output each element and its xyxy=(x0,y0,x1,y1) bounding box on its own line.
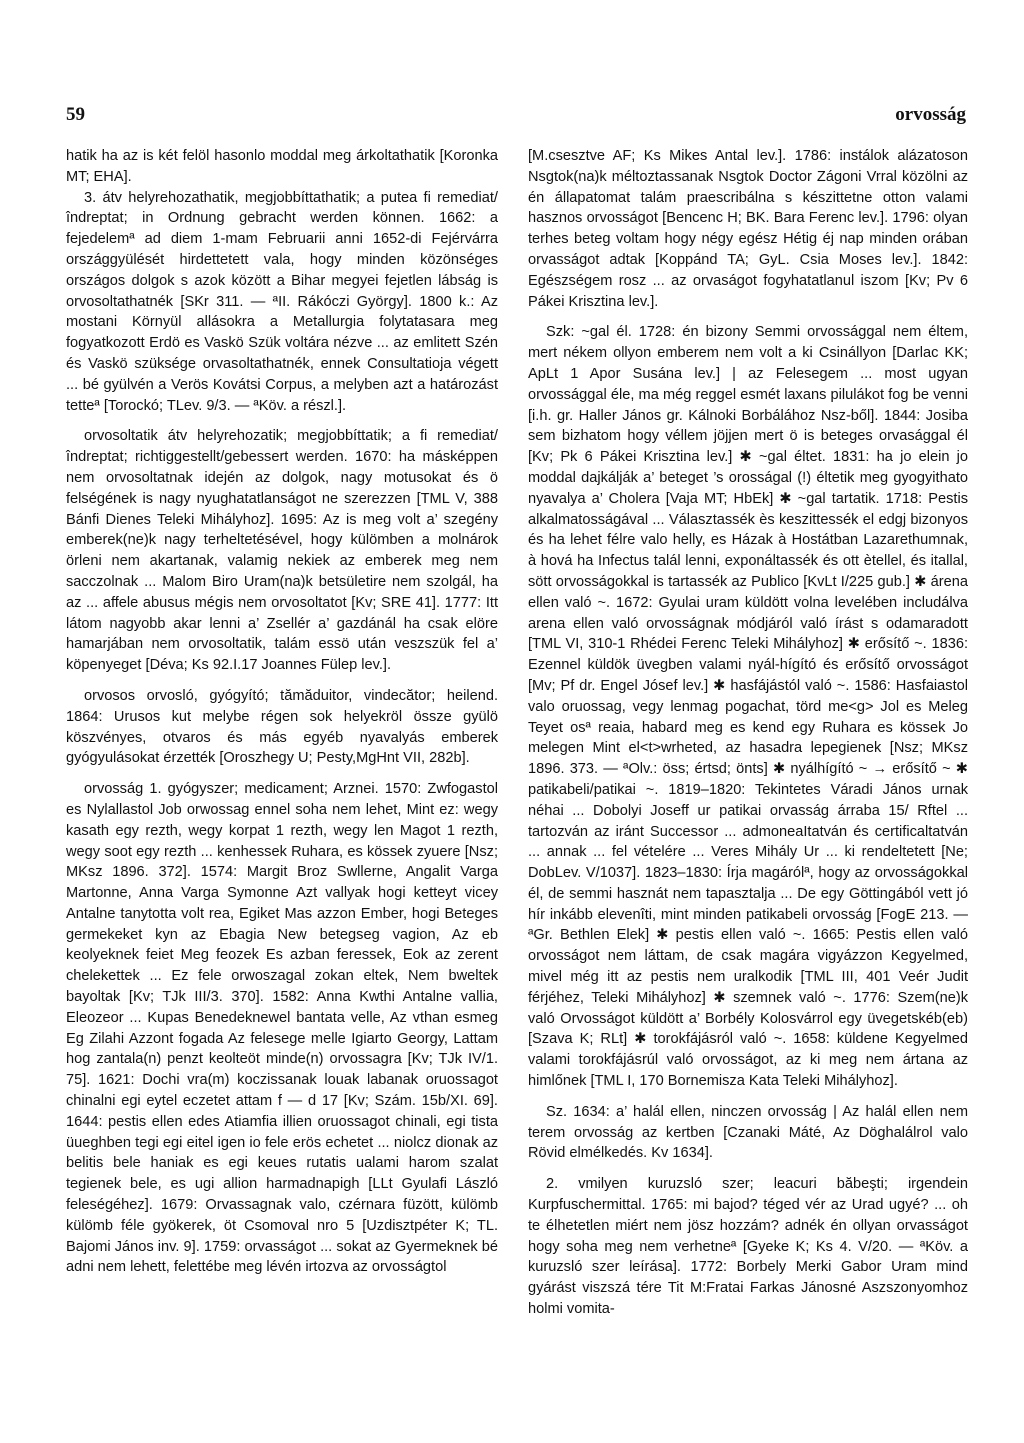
entry-block xyxy=(66,686,498,769)
entry-block xyxy=(528,146,968,312)
entry-paragraph: Sz. 1634: a’ halál ellen, ninczen orvosság | Az halál ellen nem terem orvosság az kertben [Czanaki Máté, Az Döghalálrol valo Rövid elmélkedés. Kv 1634]. xyxy=(528,1103,968,1162)
left-column xyxy=(66,146,498,1288)
entry-block xyxy=(528,1174,968,1320)
entry-paragraph: hatik ha az is két felöl hasonlo moddal meg árkoltathatik [Koronka MT; EHA]. xyxy=(66,148,498,185)
entry-block xyxy=(528,322,968,1091)
entry-paragraph: [M.csesztve AF; Ks Mikes Antal lev.]. 1786: instálok alázatoson Nsgtok(na)k méltoztassanak Nsgtok Doctor Zágoni Vrral közölni az én állapatomat talám praescribálna s készittetne otton valami hasznos orvosságot [Bencenc H; BK. Bara Ferenc lev.]. 1796: olyan terhes beteg voltam hogy négy egész Hétig éj nap minden orában orvasságot adtak [Koppánd TA; GyL. Csia Moses lev.]. 1842: Egészségem rosz ... az orvaságot fogyhatatlanul iszom [Kv; Pv 6 Pákei Krisztina lev.]. xyxy=(528,148,968,310)
entry-paragraph: 3. átv helyrehozathatik, megjobbíttathatik; a putea fi remediat/îndreptat; in Ordnung gebracht werden können. 1662: a fejedelemª ad diem 1-mam Februarii anni 1652-di Fejérvárra országgyülését hirdettetett vala, hogy minden közönséges országos dolgok s azok között a Bihar megyei fejetlen lábság is orvosoltathatnék [SKr 311. — ªII. Rákóczi György]. 1800 k.: Az mostani Környül allásokra a Metallurgia folytatasara meg fogyatkozott Erdö es Vaskö Szük voltára nézve ... az emlitett Szén és Vaskö szüksége orvasoltathatnék, ennek Consultatioja végett ... bé gyülvén a Verös Kovátsi Corpus, a melyben azt a határozást tetteª [Torockó; TLev. 9/3. — ªKöv. a részl.]. xyxy=(66,189,498,414)
entry-block xyxy=(66,426,498,676)
entry-paragraph: orvosság 1. gyógyszer; medicament; Arznei. 1570: Zwfogastol es Nylallastol Job orwossag ennel soha nem lehet, Mint ez: wegy kasath egy rezth, wegy korpat 1 rezth, wegy len Magot 1 rezth, wegy soot egy rezth ... kenhessek Ruhara, es kössek zyuere [Nsz; MKsz 1896. 372]. 1574: Margit Broz Swllerne, Angalit Varga Martonne, Anna Varga Symonne Azt vallyak hogi ketteyt vicey Antalne tanytotta volt rea, Egiket Mas azzon Ember, hogi Beteges germekeket kyn az Ebagia New betegseg vagion, Az eb keolyeknek feiet Meg feozek Es azban feressek, Eok az zerent chelekettek ... Ez fele orwoszagal zokan eltek, Nem bweltek bayoltak [Kv; TJk III/3. 370]. 1582: Anna Kwthi Antalne vallia, Eleozeor ... Kupas Benedeknewel bantata velle, Az vthan esmeg Eg Zilahi Azzont fogada Az felesege melle Igiarto Georgy, Lattam hog zantala(n) penzt keolteöt minde(n) orvossagra [Kv; TJk IV/1. 75]. 1621: Dochi vra(m) koczissanak louak labanak oruossagot chinalni egi eytel eczetet attam f — d 17 [Kv; Szám. 15b/XI. 69]. 1644: pestis ellen edes Atiamfia illien oruossagot chinali, egi tista üueghben tegi egi eitel igen io fele erös echetet ... niolcz dionak az belitis bele haniak es egi keues rutatis ualami harom szalat tegienek bele, es ugi allion harmadnapigh [LLt Gyulafi László feleségéhez]. 1679: Orvassagnak valo, czérnara füzött, külömb külömb féle gyökerek, öt Csomoval nro 5 [Uzdisztpéter K; TL. Bajomi János inv. 9]. 1759: orvasságot ... sokat az Gyermeknek bé adni nem lehett, felettébe meg lévén irtozva az orvosságtol xyxy=(66,781,498,1276)
running-title: orvosság xyxy=(895,104,966,125)
entry-block xyxy=(66,779,498,1278)
entry-paragraph: Szk: ~gal él. 1728: én bizony Semmi orvossággal nem éltem, mert nékem ollyon emberem nem volt a ki Csinállyon [Darlac KK; ApLt 1 Apor Susána lev.] | az Felesegem ... most ugyan orvossággal éle, ma még reggel esmét laxans pilulákot fog be venni [i.h. gr. Haller János gr. Kálnoki Borbálához Nsz-ből]. 1844: Josiba sem bizhatom hogy véllem jöjjen mert ö is beteges orvasággal él [Kv; Pk 6 Pákei Krisztina lev.] ✱ ~gal éltet. 1831: ha jo elein jo moddal dajkálják a’ beteget ’s orosságal (!) éltetik meg gyogyithato nyavalya a’ Cholera [Vaja MT; HbEk] ✱ ~gal tartatik. 1718: Pestis alkalmatosságával ... Választassék ès keszittessék el edgj bizonyos és ha lehet félre valo helly, es Házak à Hostátban Lazarethumnak, à hová ha Infectus talál lenni, exponáltassék és ott ètellel, és itallal, sött orvosságokkal is tartassék az Publico [KvLt I/225 gub.] ✱ árena ellen való ~. 1672: Gyulai uram küldött volna levelében includálva arena ellen való orvosságnak módjáról való írást s odamaradott [TML VI, 310-1 Rhédei Ferenc Teleki Mihályhoz] ✱ erősítő ~. 1836: Ezennel küldök üvegben valami nyál-hígító és erősítő orvosságot [Mv; Pf dr. Engel Jósef lev.] ✱ hasfájástól való ~. 1586: Hasfaiastol valo oruossag, vegy lenmag pogachat, törd me<g> Jol es Meleg Teyet osª reaia, habard meg es kend egy Ruhara es kössek Jo melegen Mint el<t>wrheted, az hasadra lepegienek [Nsz; MKsz 1896. 373. — ªOlv.: öss; értsd; önts] ✱ nyálhígító ~ → erősítő ~ ✱ patikabeli/patikai ~. 1819–1820: Tekintetes Váradi János urnak néhai ... Dobolyi Joseff ur patikai orvasság árraba 15/ Rftel ... tartozván az iránt Successor ... admoneaItatván és certificaltatván ... annak ... fel vételére ... Veres Mihály Ur ... ki rendeltetett [Ne; DobLev. V/1037]. 1823–1830: Írja magárólª, hogy az orvosságokkal él, de semmi hasznát nem tapasztalja ... De egy Göttingából vett jó hír inkább elevenîti, mint minden patikabeli orvosság [FogE 213. — ªGr. Bethlen Elek] ✱ pestis ellen való ~. 1665: Pestis ellen való orvosságot nem láttam, de csak magára vigyázzon Kegyelmed, mivel még itt az pestis nem uralkodik [TML III, 401 Veér Judit férjéhez, Teleki Mihályhoz] ✱ szemnek való ~. 1776: Szem(ne)k való Orvosságot küldött a’ Borbély Kolosvárrol egy üvegetskéb(eb) [Szava K; RLt] ✱ torokfájásról való ~. 1658: küldene Kegyelmed valami torokfájásrúl való orvosságot, az ki meg nem ártana az himlőnek [TML I, 170 Bornemisza Kata Teleki Mihályhoz]. xyxy=(528,324,968,1090)
page-header xyxy=(66,104,966,130)
entry-paragraph: orvosos orvosló, gyógyító; tămăduitor, vindecător; heilend. 1864: Urusos kut melybe régen sok helyekröl össze gyülö köszvényes, otvaros és más egyéb nyavalyás emberek gyógyulásokat érzették [Oroszhegy U; Pesty,MgHnt VII, 282b]. xyxy=(66,687,498,767)
entry-paragraph: 2. vmilyen kuruzsló szer; leacuri băbeşti; irgendein Kurpfuschermittal. 1765: mi bajod? téged vér az Urad ugyé? ... oh te élhetetlen miért nem jösz hozzám? adnék én ollyan orvasságot hogy soha meg nem verhetneª [Gyeke K; Ks 4. V/20. — ªKöv. a kuruzsló szer leírása]. 1772: Borbely Merki Gabor Uram mind gyárást viszszá tére Tit M:Fratai Farkas Jánosné Aszszonyomhoz holmi vomita- xyxy=(528,1176,968,1318)
entry-block xyxy=(528,1102,968,1164)
right-column xyxy=(528,146,968,1330)
entry-paragraph: orvosoltatik átv helyrehozatik; megjobbíttatik; a fi remediat/îndreptat; richtiggestellt/gebessert werden. 1670: ha másképpen nem orvosoltatnak idején az dolgok, nagy motusokat és ö felségének is nagy nyughatatlanságot ne szerezzen [TML V, 388 Bánfi Dienes Teleki Mihályhoz]. 1695: Az is meg volt a’ szegény emberek(ne)k nagy terheltetésével, hogy külömben a molnárok örleni nem akartanak, valamig nekiek az emberek meg nem sacczolnak ... Malom Biro Uram(na)k betsületire nem szolgál, ha az ... affele abusus mégis nem orvosoltatot [Kv; SRE 41]. 1777: Itt látom nagyobb akar lenni a’ Zsellér a’ gazdánál ha csak elöre hamarjában nem orvosoltatik, talám essö után veszszük fel a’ köpenyeget [Déva; Ks 92.I.17 Joannes Fülep lev.]. xyxy=(66,428,498,674)
entry-block xyxy=(66,146,498,416)
page-number: 59 xyxy=(66,104,85,125)
